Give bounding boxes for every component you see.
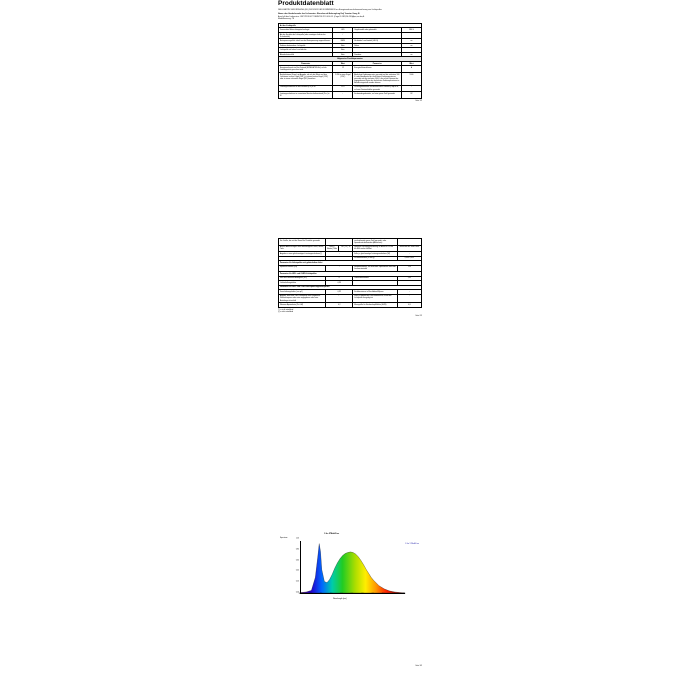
cell-param: Leistungsaufnahme im Ein-Zustand (Pₒₙ) in W	[279, 85, 333, 92]
page-2	[278, 238, 422, 317]
section-led-oled-mains: Parameter für LED- und OLED-Netzspannungslichtquellen	[279, 285, 422, 290]
page-3	[278, 523, 422, 667]
cell-param: Spektrale Strahlungsverteilung im Bereich 250 nm bis 800 nm bei Volllast	[353, 245, 397, 252]
model-value: T8	[291, 18, 295, 21]
cell-value: 1,05	[397, 276, 421, 280]
table-row	[279, 92, 422, 99]
cell-param: Die Größe, die auf der Norm Ein Produkte gerundet	[279, 239, 326, 246]
cell-value: /	[333, 32, 353, 39]
page-title: Produktdatenblatt	[278, 0, 334, 7]
spectrum-area	[298, 544, 405, 595]
ytick: 0.60	[295, 560, 299, 562]
ytick: 0.40	[295, 570, 299, 572]
page-footer: Seite 1/3	[415, 100, 422, 103]
address-label: Anschrift des Lieferanten:	[278, 15, 300, 18]
xtick: 580	[350, 593, 354, 595]
cell-param: Messgröße für Stroboskop-Effekte (SVM)	[353, 303, 397, 307]
section-led-oled: Parameter für LED- und OLED-Lichtquellen	[279, 272, 422, 277]
cell-value: 12.0	[333, 85, 353, 92]
cell-value: ne	[401, 52, 421, 56]
cell-value: 0,93	[326, 281, 353, 285]
cell-param: Angabe zu einer gleichwertigen Leistungsaufnahme(*)	[279, 252, 326, 256]
chart-yticks	[286, 539, 299, 593]
page-footer: Seite 2/3	[415, 315, 422, 318]
xtick: 420	[309, 593, 312, 595]
page-footer: Seite 3/3	[415, 665, 422, 667]
cell-value: Nein	[333, 48, 353, 52]
cell-value: /*	[326, 294, 353, 303]
cell-param: Ungebündelt oder gebündelt	[353, 28, 402, 32]
light-source-type-table	[278, 23, 422, 99]
footnote-2: (¹) = nicht zutreffend	[278, 311, 294, 314]
regulation-text: DELEGIERTE VERORDNUNG (EU) 2019/2015 DER KOMMISSION zur Energieverbrauchskennzeichnung von Lichtquellen	[278, 8, 382, 11]
cell-param: Verschiebungsfaktor (cos φ1)	[279, 290, 326, 294]
cell-value: Nein	[333, 43, 353, 47]
section-light-source-type: Art der Lichtquelle	[279, 23, 422, 28]
cell-param: Leistungsaufnahme im vernetzten Bereitschaftszustand (Pₙₑₜ) in W	[279, 92, 333, 99]
chart-title: 1.2m 5TBulbTree	[324, 533, 340, 535]
cell-value: 0,92	[326, 290, 353, 294]
cell-param: Energieverbrauch im Ein-Zustand (EWEIGHTED-Es) auf die Leistungsstufe gerechnet wird.	[279, 66, 333, 73]
cell-param: Flimmer-Äquivalente (Pst LM)	[279, 303, 326, 307]
cell-value: -	[401, 85, 421, 92]
table-row	[279, 294, 422, 303]
cell-param: Farbton abstimmbare Lichtquelle	[279, 43, 333, 47]
address-value: CEP PRODUCT SERVICE PI 3.0 EL-11 (Cage ID 182,R6-220)Apm,ser bo,A.	[299, 15, 365, 18]
cell-param: Farbkoordinaten (x und y)	[353, 256, 397, 260]
xtick: 700	[381, 593, 385, 595]
cell-param: Farbkonsistenz in Mac-Adam-Ellipsen	[353, 290, 397, 294]
cell-param: Dimmbar	[353, 52, 402, 56]
chart-legend: 1.2m 5TBulbTree	[405, 543, 419, 545]
cell-value: -	[397, 294, 421, 303]
xtick: 660	[371, 593, 375, 595]
section-directed-light: Parameter für Lichtquellen mit gebündeltem Licht	[279, 261, 422, 266]
chart-ylabel: Spectrum	[280, 537, 288, 539]
cell-dimension-labels: Höhe | Breite | Tiefe	[327, 246, 338, 251]
header-value-2: Wert	[401, 61, 421, 66]
cell-value: ne	[401, 43, 421, 47]
cell-param: Blendschutzschild	[279, 52, 333, 56]
section-general-parameters: Allgemeine Produktparameter	[279, 57, 422, 62]
cell-param: Netzspannungslicht- direkt an das Netzspannung angeschlossen	[279, 39, 333, 43]
xtick: 500	[329, 593, 333, 595]
header-value: Wert	[333, 61, 353, 66]
ytick: 0.00	[295, 592, 299, 594]
cell-param: Außere Abmessungen ohne Betriebsgerät: Höhe, Breite, Tiefe	[279, 245, 326, 252]
cell-param: Falls ja, Angabe der Leuchtstoffröhre, für die die Lichtquelle ausgelegt ist	[353, 294, 397, 303]
cell-value: NEIN	[333, 39, 353, 43]
cell-value: 5100	[401, 72, 421, 85]
header-parameter-2: Parameter	[353, 61, 402, 66]
xtick: 740	[392, 593, 395, 595]
cell-value: NDLS	[401, 28, 421, 32]
supplier-value: Shenzhenshi Aohonglong Keji Youxian Gong Si	[316, 13, 360, 16]
ytick: 0.80	[295, 549, 299, 551]
cell-value: LED	[333, 28, 353, 32]
chart-xlabel: Wavelength [nm]	[333, 598, 347, 600]
cell-value: A	[401, 66, 421, 73]
cell-value: -	[326, 265, 353, 272]
xtick: 540	[340, 593, 343, 595]
cell-dimension-values: 250 | 32 | 32	[339, 245, 353, 252]
cell-value: Nein	[333, 52, 353, 56]
cell-value: Siehe Bild auf Seite Seite	[397, 245, 421, 252]
supplier-label: Name oder Handelsmarke des Lieferanten:	[278, 13, 317, 16]
cell-param: Energieeffizienzklasse	[353, 66, 402, 73]
xtick: 460	[319, 593, 323, 595]
cell-param: Verbinden Leuchtmittel (HLLS)	[353, 39, 402, 43]
xtick: 780	[402, 593, 406, 595]
cell-value: 0,8	[397, 303, 421, 307]
ytick: 0.20	[295, 581, 299, 583]
cell-param: nachstehende ganze Zahl gerundet, oder Spannbreite definierbar (Ähnlichste)	[353, 239, 397, 246]
cell-param: Angabe, dass eine LED-Lichtquelle eine eingebaute Flackerfrequenz oder eine angegebene oder eine Betriebsgerät enthält	[279, 294, 326, 303]
xtick: 620	[361, 593, 364, 595]
cell-value: 120	[397, 265, 421, 272]
cell-param: Lichtquelle mit hoher Leuchtdichte	[279, 48, 333, 52]
chart-xticks	[300, 594, 404, 598]
ytick: 1.00	[295, 538, 299, 540]
cell-value: 82	[401, 92, 421, 99]
cell-value: 0	[326, 276, 353, 280]
table-row	[279, 303, 422, 307]
cell-param: Art des Sockels der Lichtquelle (oder sonstiger elektrischer Schnittstelle)	[279, 32, 333, 39]
chart-plot-area	[300, 541, 405, 594]
cell-value: 12	[333, 66, 353, 73]
header-parameter: Parameter	[279, 61, 333, 66]
cell-value: -	[326, 252, 353, 256]
cell-param: Verwendete Beleuchtungstechnologie:	[279, 28, 333, 32]
cell-value: -	[333, 92, 353, 99]
model-label: Modellkennung:	[278, 18, 292, 21]
xtick: 380	[298, 593, 302, 595]
spectrum-chart	[278, 523, 422, 605]
cell-param: Halbwertswinkel, an Grad oder Spannbreite zwischen hochwertswinkel	[354, 266, 396, 271]
spectrum-curve-svg	[298, 541, 405, 595]
cell-value: ne	[401, 39, 421, 43]
cell-value: 2.280 in einer Kugel (120°)	[333, 72, 353, 85]
cell-param: Rahm	[353, 43, 402, 47]
cell-param: Lichterhaltungsfaktor	[279, 281, 326, 285]
cell-param: Wert des Mittelwertbedingens (R9)	[279, 276, 326, 280]
cell-param: Spitzenlichtstärke (cd)	[279, 265, 326, 272]
cell-param: Nutzlichtstrom (Φuse) mit Angabe, ob sich die Werte auf den Lichtstrom in einer Kugel (360°), in einem breiten Kegel (120°) oder in einem schmalen Kegel (90°) beziehen	[279, 72, 333, 85]
cell-value: 0,2	[326, 303, 353, 307]
continued-parameters-table	[278, 238, 422, 308]
table-row	[279, 72, 422, 85]
page-1	[278, 0, 422, 102]
footnotes	[278, 309, 422, 313]
cell-value: -	[397, 290, 421, 294]
footnote-1: (*) = nicht zutreffend	[278, 309, 294, 312]
cell-param: Lebensdauerfaktor	[353, 276, 397, 280]
cell-param: Leistungsaufnahme im Bereitschafts- zustand (Pₛₘ) in W, auf zwei Dezimalstellen gerundet	[353, 85, 402, 92]
cell-param: Ähnlichste Farbtemperatur, gerundet auf die nächsten 100 K, oder Bandbreite der ähnlichsten Farbtemperaturen, gerundet auf die nächsten 100 K, die auf der Spanne der angegebenen Werte der ähnlichsten Farbtemperaturen im Betrieb eingestellt werden können	[353, 72, 402, 85]
cell-param: Farbwiedergabeindex, auf eine ganze Zahl gerundet	[353, 92, 402, 99]
cell-param: Falls ja, gleichwertige Leistungsaufnahme (W)	[353, 252, 397, 256]
cell-value: -	[397, 252, 421, 256]
cell-value: 0,440 0,055	[397, 256, 421, 260]
